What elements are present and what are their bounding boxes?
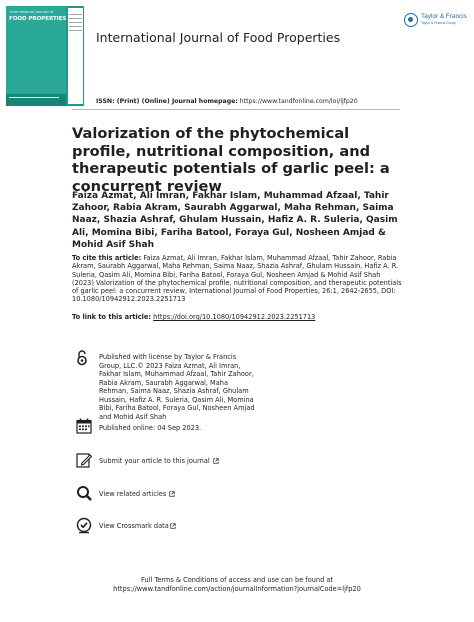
- terms-url[interactable]: https://www.tandfonline.com/action/journalInformation?journalCode=ljfp20: [113, 584, 361, 593]
- crossmark-label: View Crossmark data: [99, 522, 169, 530]
- article-authors: Faiza Azmat, Ali Imran, Fakhar Islam, Muhammad Afzaal, Tahir Zahoor, Rabia Akram, Saurabh Aggarwal, Maha Rehman, Saima Naaz, Shazia Ashraf, Ghulam Hussain, Hafiz A. R. Suleria, Qasim Ali, Momina Bibi, Fariha Batool, Foraya Gul, Nosheen Amjad & Mohid Asif Shah: [72, 191, 398, 250]
- cover-side-panel: [68, 8, 83, 104]
- journal-homepage-link[interactable]: https://www.tandfonline.com/loi/ljfp20: [239, 98, 358, 105]
- crossmark-icon: [76, 517, 92, 535]
- article-title: Valorization of the phytochemical profile, nutritional composition, and therapeutic potentials of garlic peel: a concurrent review: [72, 125, 390, 195]
- journal-cover-image: [6, 6, 84, 106]
- publisher-sub: Taylor & Francis Group: [421, 21, 456, 25]
- published-online: Published online: 04 Sep 2023.: [99, 424, 202, 432]
- terms-footer: [0, 576, 474, 593]
- doi-link[interactable]: 10.1080/10942912.2023.2251713: [72, 295, 186, 304]
- external-link-icon: [170, 523, 176, 529]
- article-link[interactable]: https://doi.org/10.1080/10942912.2023.2251713: [153, 313, 316, 321]
- publisher-logo-icon: [404, 13, 418, 27]
- citation-text: Faiza Azmat, Ali Imran, Fakhar Islam, Muhammad Afzaal, Tahir Zahoor, Rabia Akram, Saurabh Aggarwal, Maha Rehman, Saima Naaz, Shazia Ashraf, Ghulam Hussain, Hafiz A. R. Suleria, Qasim Ali, Momina Bibi, Fariha Batool, Foraya Gul, Nosheen Amjad & Mohid Asif Shah (2023) Valorization of the phytochemical profile, nutritional composition, and therapeutic potentials of garlic peel: a concurrent review, International Journal of Food Properties, 26:1, 2642-2655, DOI:: [72, 254, 402, 296]
- cover-journal-of: International Journal of: [10, 10, 54, 14]
- calendar-icon: [76, 418, 92, 434]
- view-related-label: View related articles: [99, 490, 167, 498]
- link-block: [72, 313, 402, 321]
- open-access-icon: [76, 350, 88, 366]
- citation-block: [72, 254, 402, 304]
- view-related-link[interactable]: [99, 490, 299, 499]
- taylor-francis-logo[interactable]: [404, 12, 470, 34]
- submit-article-link[interactable]: [99, 457, 299, 466]
- link-label: To link to this article:: [72, 313, 152, 321]
- related-articles-icon: [76, 485, 92, 501]
- license-text: Published with license by Taylor & Francis Group, LLC.© 2023 Faiza Azmat, Ali Imran, Fakhar Islam, Muhammad Afzaal, Tahir Zahoor, Rabia Akram, Saurabh Aggarwal, Maha Rehman, Saima Naaz, Shazia Ashraf, Ghulam Hussain, Hafiz A. R. Suleria, Qasim Ali, Momina Bibi, Fariha Batool, Foraya Gul, Nosheen Amjad and Mohid Asif Shah: [99, 353, 255, 421]
- issn-line: [96, 98, 358, 105]
- external-link-icon: [169, 491, 175, 497]
- journal-header[interactable]: International Journal of Food Properties: [96, 30, 341, 45]
- submit-pencil-icon: [76, 452, 92, 468]
- issn-label: ISSN: (Print) (Online) Journal homepage:: [96, 98, 238, 105]
- crossmark-link[interactable]: [99, 522, 299, 531]
- publisher-name: Taylor & Francis: [421, 13, 467, 20]
- submit-article-label: Submit your article to this journal: [99, 457, 210, 465]
- cover-title: FOOD PROPERTIES: [9, 16, 67, 22]
- header-divider: [72, 109, 400, 110]
- terms-line: Full Terms & Conditions of access and use can be found at: [140, 576, 334, 584]
- cite-label: To cite this article:: [72, 254, 142, 262]
- cover-bottom-band: [6, 94, 66, 106]
- external-link-icon: [213, 458, 219, 464]
